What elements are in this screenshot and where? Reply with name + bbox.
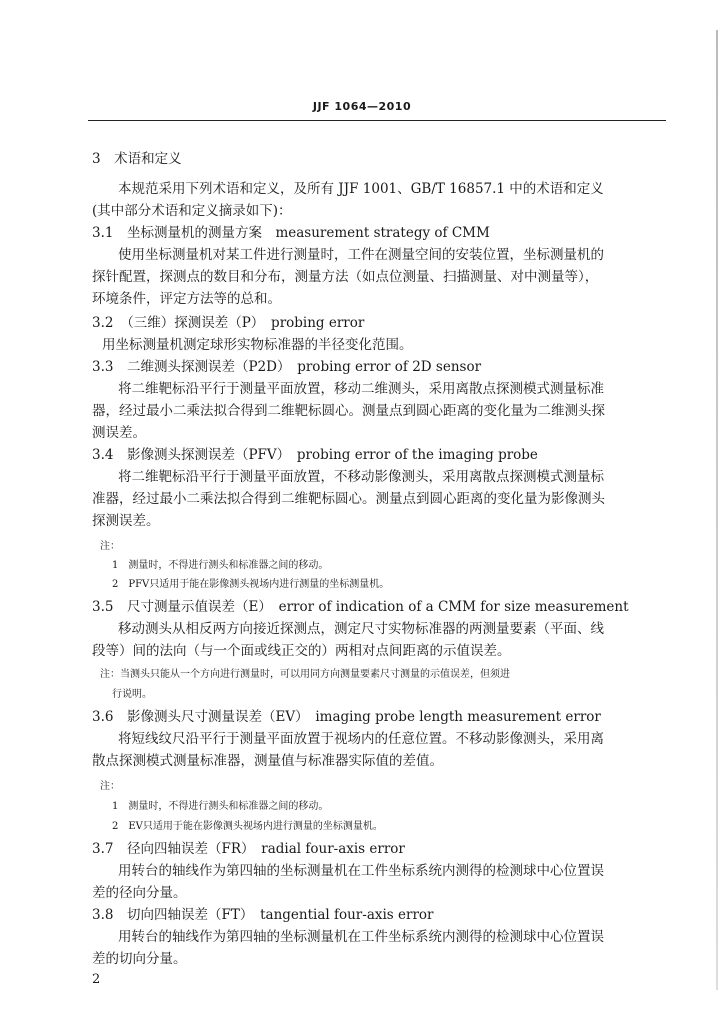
paragraph-line: 段等）间的法向（与一个面或线正交的）两相对点间距离的示值误差。 bbox=[92, 643, 511, 659]
term-heading: 3.5 尺寸测量示值误差（E） error of indication of a CMM for size measurement bbox=[92, 599, 629, 615]
note-label: 注： bbox=[100, 781, 120, 792]
paragraph-line: 探测误差。 bbox=[92, 513, 160, 529]
note-label: 注： bbox=[100, 541, 120, 552]
note-item: 2 PFV只适用于能在影像测头视场内进行测量的坐标测量机。 bbox=[112, 579, 390, 590]
paragraph-line: 移动测头从相反两方向接近探测点，测定尺寸实物标准器的两测量要素（平面、线 bbox=[118, 621, 604, 637]
page-header: JJF 1064—2010 bbox=[312, 100, 412, 113]
paragraph-line: 探针配置，探测点的数目和分布，测量方法（如点位测量、扫描测量、对中测量等）， bbox=[92, 269, 599, 285]
paragraph-line: 用转台的轴线作为第四轴的坐标测量机在工件坐标系统内测得的检测球中心位置误 bbox=[118, 863, 604, 879]
paragraph-line: 将短线纹尺沿平行于测量平面放置于视场内的任意位置。不移动影像测头，采用离 bbox=[118, 731, 604, 747]
note-item: 1 测量时，不得进行测头和标准器之间的移动。 bbox=[112, 801, 329, 812]
term-heading: 3.3 二维测头探测误差（P2D） probing error of 2D sensor bbox=[92, 359, 482, 375]
paragraph-line: 散点探测模式测量标准器，测量值与标准器实际值的差值。 bbox=[92, 753, 443, 769]
paragraph-line: (其中部分术语和定义摘录如下)： bbox=[92, 203, 292, 219]
note-item: 2 EV只适用于能在影像测头视场内进行测量的坐标测量机。 bbox=[112, 821, 383, 832]
paragraph-line: 使用坐标测量机对某工件进行测量时，工件在测量空间的安装位置，坐标测量机的 bbox=[118, 247, 604, 263]
paragraph-line: 环境条件，评定方法等的总和。 bbox=[92, 291, 281, 307]
page-number: 2 bbox=[92, 972, 101, 987]
paragraph-line: 差的切向分量。 bbox=[92, 951, 187, 967]
term-heading: 3.8 切向四轴误差（FT） tangential four-axis error bbox=[92, 907, 434, 923]
term-heading: 3.7 径向四轴误差（FR） radial four-axis error bbox=[92, 841, 405, 857]
term-heading: 3.1 坐标测量机的测量方案 measurement strategy of CMM bbox=[92, 225, 490, 241]
scan-edge-shadow bbox=[716, 30, 718, 990]
paragraph-line: 差的径向分量。 bbox=[92, 885, 187, 901]
note-line: 行说明。 bbox=[112, 689, 152, 700]
paragraph-line: 将二维靶标沿平行于测量平面放置，不移动影像测头，采用离散点探测模式测量标 bbox=[118, 469, 604, 485]
note-line: 注：当测头只能从一个方向进行测量时，可以用同方向测量要素尺寸测量的示值误差，但须进 bbox=[100, 669, 510, 680]
term-heading: 3.4 影像测头探测误差（PFV） probing error of the imaging probe bbox=[92, 447, 538, 463]
section-title: 3 术语和定义 bbox=[92, 151, 182, 167]
paragraph-line: 本规范采用下列术语和定义，及所有 JJF 1001、GB/T 16857.1 中的术语和定义 bbox=[118, 181, 604, 197]
term-heading: 3.6 影像测头尺寸测量误差（EV） imaging probe length measurement error bbox=[92, 709, 601, 725]
paragraph-line: 用坐标测量机测定球形实物标准器的半径变化范围。 bbox=[102, 337, 413, 353]
term-heading: 3.2 （三维）探测误差（P） probing error bbox=[92, 315, 365, 331]
paragraph-line: 将二维靶标沿平行于测量平面放置，移动二维测头，采用离散点探测模式测量标准 bbox=[118, 381, 604, 397]
paragraph-line: 用转台的轴线作为第四轴的坐标测量机在工件坐标系统内测得的检测球中心位置误 bbox=[118, 929, 604, 945]
note-item: 1 测量时，不得进行测头和标准器之间的移动。 bbox=[112, 560, 329, 571]
header-rule bbox=[88, 120, 666, 121]
paragraph-line: 准器，经过最小二乘法拟合得到二维靶标圆心。测量点到圆心距离的变化量为影像测头 bbox=[92, 491, 605, 507]
paragraph-line: 测误差。 bbox=[92, 425, 146, 441]
paragraph-line: 器，经过最小二乘法拟合得到二维靶标圆心。测量点到圆心距离的变化量为二维测头探 bbox=[92, 403, 605, 419]
